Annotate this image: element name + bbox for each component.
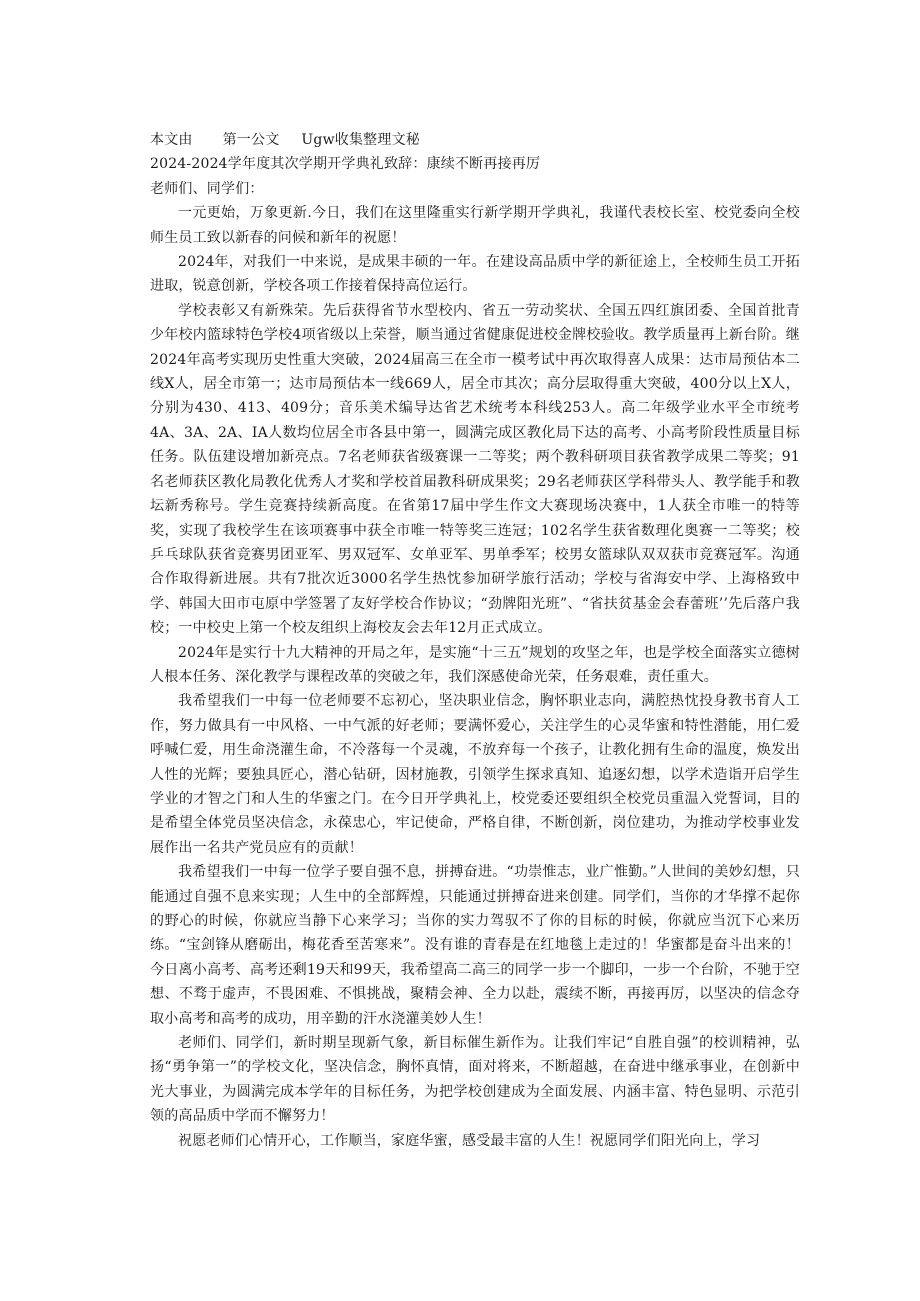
salutation: 老师们、同学们： — [150, 180, 264, 197]
document-page — [150, 128, 800, 1153]
source-header — [150, 128, 800, 152]
paragraph-teachers: 我希望我们一中每一位老师要不忘初心，坚决职业信念，胸怀职业志向，满腔热忱投身教书育人工作，努力做具有一中风格、一中气派的好老师；要满怀爱心，关注学生的心灵华蜜和特性潜能，用仁爱呼喊仁爱，用生命浇灌生命，不冷落每一个灵魂，不放弃每一个孩子，让教化拥有生命的温度，焕发出人性的光辉；要独具匠心，潜心钻研，因材施教，引领学生探求真知、追逐幻想，以学术造诣开启学生学业的才智之门和人生的华蜜之门。在今日开学典礼上，校党委还要组织全校党员重温入党誓词，目的是希望全体党员坚决信念，永葆忠心，牢记使命，严格自律，不断创新，岗位建功，为推动学校事业发展作出一名共产党员应有的贡献！ — [150, 693, 800, 856]
paragraph-students: 我希望我们一中每一位学子要自强不息，拼搏奋进。“功崇惟志，业广惟勤。”人世间的美妙幻想，只能通过自强不息来实现；人生中的全部辉煌，只能通过拼搏奋进来创建。同学们，当你的才华撑不起你的野心的时候，你就应当静下心来学习；当你的实力驾驭不了你的目标的时候，你就应当沉下心来历练。“宝剑锋从磨砺出，梅花香至苦寒来”。没有谁的青春是在红地毯上走过的！华蜜都是奋斗出来的！今日离小高考、高考还剩19天和99天，我希望高二高三的同学一步一个脚印，一步一个台阶，不驰于空想、不骛于虚声，不畏困难、不惧挑战，聚精会神、全力以赴，震续不断，再接再厉，以坚决的信念夺取小高考和高考的成功，用辛勤的汗水浇灌美妙人生！ — [150, 864, 800, 1027]
source-org: 第一公文 — [222, 132, 280, 148]
paragraph-year-review: 2024年，对我们一中来说，是成果丰硕的一年。在建设高品质中学的新征途上，全校师生员工开拓进取，锐意创新，学校各项工作接着保持高位运行。 — [150, 254, 800, 295]
paragraph-call-to-action: 老师们、同学们，新时期呈现新气象，新目标催生新作为。让我们牢记“自胜自强”的校训精神，弘扬“勇争第一”的学校文化，坚决信念，胸怀真情，面对将来，不断超越，在奋进中继承事业，在创新中光大事业，为圆满完成本学年的目标任务，为把学校创建成为全面发展、内涵丰富、特色显明、示范引领的高品质中学而不懈努力！ — [150, 1035, 800, 1125]
paragraph-closing-wishes: 祝愿老师们心情开心，工作顺当，家庭华蜜，感受最丰富的人生！祝愿同学们阳光向上，学习 — [178, 1132, 761, 1149]
source-prefix: 本文由 — [150, 132, 193, 148]
document-title: 2024-2024学年度其次学期开学典礼致辞：康续不断再接再厉 — [150, 156, 541, 173]
paragraph-achievements: 学校表彰又有新殊荣。先后获得省节水型校内、省五一劳动奖状、全国五四红旗团委、全国首批青少年校内篮球特色学校4项省级以上荣誉，顺当通过省健康促进校金牌校验收。教学质量再上新台阶。继2024年高考实现历史性重大突破，2024届高三在全市一模考试中再次取得喜人成果：达市局预估本二线X人，居全市第一；达市局预估本一线669人，居全市其次；高分层取得重大突破，400分以上X人，分别为430、413、409分；音乐美术编导达省艺术统考本科线253人。高二年级学业水平全市统考4A、3A、2A、IA人数均位居全市各县中第一，圆满完成区教化局下达的高考、小高考阶段性质量目标任务。队伍建设增加新亮点。7名老师获省级赛课一二等奖；两个教科研项目获省教学成果二等奖；91名老师获区教化局教化优秀人才奖和学校首届教科研成果奖；29名老师获区学科带头人、教学能手和教坛新秀称号。学生竞赛持续新高度。在省第17届中学生作文大赛现场决赛中，1人获全市唯一的特等奖，实现了我校学生在该项赛事中获全市唯一特等奖三连冠；102名学生获省数理化奥赛一二等奖；校乒乓球队获省竞赛男团亚军、男双冠军、女单亚军、男单季军；校男女篮球队双双获市竞赛冠军。沟通合作取得新进展。共有7批次近3000名学生热忱参加研学旅行活动；学校与省海安中学、上海格致中学、韩国大田市屯原中学签署了友好学校合作协议；“劲牌阳光班”、“省扶贫基金会春蕾班’’先后落户我校；一中校史上第一个校友组织上海校友会去年12月正式成立。 — [150, 302, 800, 637]
paragraph-opening: 一元更始，万象更新.今日，我们在这里隆重实行新学期开学典礼，我谨代表校长室、校党委向全校师生员工致以新春的问候和新年的祝愿！ — [150, 205, 800, 246]
collector: Ugw收集整理文秘 — [301, 132, 420, 148]
paragraph-mission: 2024年是实行十九大精神的开局之年，是实施“十三五”规划的攻坚之年，也是学校全面落实立德树人根本任务、深化教学与课程改革的突破之年，我们深感使命光荣，任务艰难，责任重大。 — [150, 644, 800, 685]
